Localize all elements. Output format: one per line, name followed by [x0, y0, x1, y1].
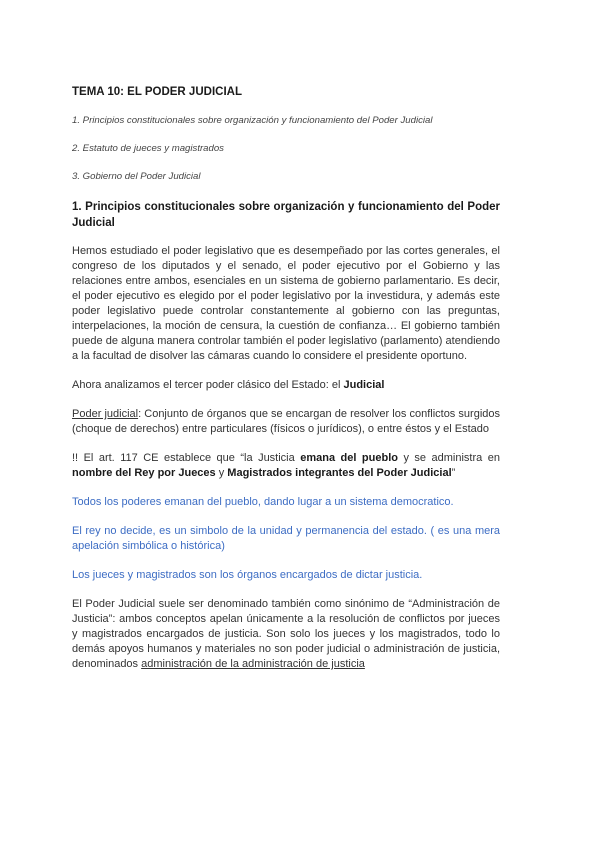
- art117-text-1: !! El art. 117 CE establece que “la Justicia: [72, 452, 301, 464]
- paragraph-definicion: [72, 407, 500, 437]
- art117-text-2: y se administra en: [397, 452, 500, 464]
- judicial-bold: Judicial: [343, 379, 385, 391]
- paragraph-poderes: Hemos estudiado el poder legislativo que es desempeñado por las cortes generales, el congreso de los diputados y el senado, el poder ejecutivo por el Gobierno y las relaciones entre ambos, esenciales en un sistema de gobierno parlamentario. Es decir, el poder ejecutivo es elegido por el poder legislativo por la investidura, y además este poder legislativo puede controlar constantemente al gobierno con las preguntas, interpelaciones, la moción de censura, la cuestión de confianza… El gobierno también puede de alguna manera controlar también el poder legislativo (parlamento) atendiendo a la facultad de disolver las cámaras cuando lo considere el presidente oportuno.: [72, 245, 500, 362]
- art117-text-4: ”: [451, 467, 456, 479]
- art117-text-3: y: [215, 467, 228, 479]
- paragraph-administracion-justicia: [72, 597, 500, 672]
- paragraph-art-117: [72, 451, 500, 481]
- section-1-heading: 1. Principios constitucionales sobre organización y funcionamiento del Poder Judicial: [72, 201, 500, 229]
- note-democracia: Todos los poderes emanan del pueblo, dando lugar a un sistema democratico.: [72, 496, 454, 508]
- document-content: [72, 86, 500, 686]
- note-rey: El rey no decide, es un simbolo de la unidad y permanencia del estado. ( es una mera apelación simbólica o histórica): [72, 525, 500, 552]
- toc-item-1: 1. Principios constitucionales sobre organización y funcionamiento del Poder Judicial: [72, 115, 433, 126]
- definition-text: : Conjunto de órganos que se encargan de resolver los conflictos surgidos (choque de derechos) entre particulares (físicos o jurídicos), o entre éstos y el Estado: [72, 408, 500, 435]
- note-jueces: Los jueces y magistrados son los órganos encargados de dictar justicia.: [72, 569, 423, 581]
- paragraph-tercer-poder-text: Ahora analizamos el tercer poder clásico del Estado: el: [72, 379, 344, 391]
- document-title: TEMA 10: EL PODER JUDICIAL: [72, 86, 242, 98]
- term-poder-judicial: Poder judicial: [72, 408, 139, 420]
- art117-bold-1: emana del pueblo: [300, 452, 398, 464]
- toc-item-2: 2. Estatuto de jueces y magistrados: [72, 143, 224, 154]
- toc-item-3: 3. Gobierno del Poder Judicial: [72, 171, 201, 182]
- art117-bold-2: nombre del Rey por Jueces: [72, 467, 216, 479]
- administracion-underlined: administración de la administración de justicia: [141, 658, 365, 670]
- paragraph-tercer-poder: [72, 378, 500, 393]
- administracion-text: El Poder Judicial suele ser denominado también como sinónimo de “Administración de Justicia”: ambos conceptos apelan únicamente a la resolución de conflictos por jueces y magistrados encargados de justicia. Son solo los jueces y los magistrados, todo lo demás apoyos humanos y materiales no son poder judicial o administración de justicia, denominados: [72, 598, 500, 670]
- art117-bold-3: Magistrados integrantes del Poder Judicial: [227, 467, 452, 479]
